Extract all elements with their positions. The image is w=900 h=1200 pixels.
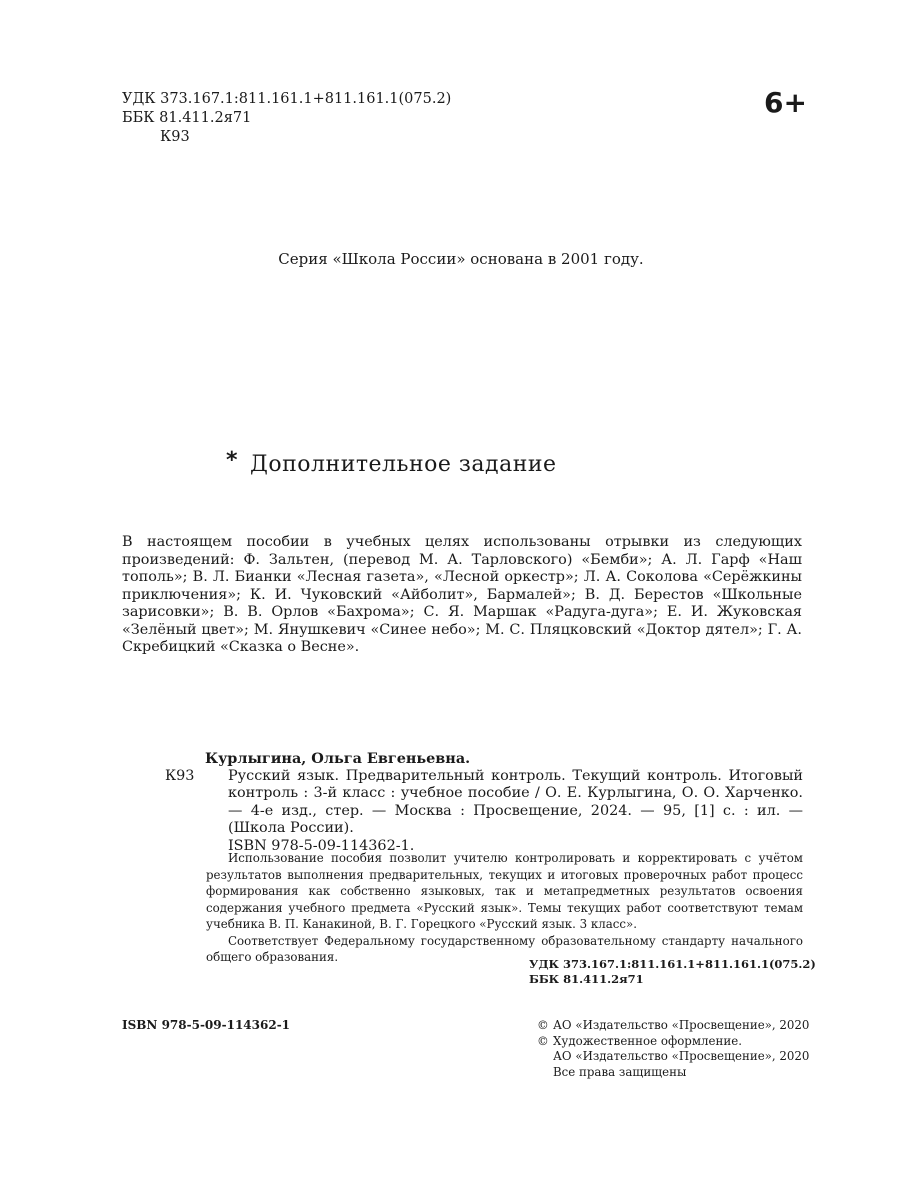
annotation [206, 850, 803, 966]
record-isbn: ISBN 978-5-09-114362-1. [228, 837, 415, 854]
bibliographic-record [165, 750, 803, 855]
annotation-paragraph-2: Соответствует Федеральному государственному образовательному стандарту начального общего образования. [206, 933, 803, 964]
record-description: Русский язык. Предварительный контроль. Текущий контроль. Итоговый контроль : 3-й класс : учебное пособие / О. Е. Курлыгина, О. О. Харченко. — 4-е изд., стер. — Москва : Просвещение, 2024. — 95, [1] с. : ил. — (Школа России). [228, 767, 803, 836]
copyright-icon: © [537, 1033, 549, 1048]
author-mark: К93 [160, 129, 190, 145]
copyright-line-4: Все права защищены [553, 1064, 687, 1079]
series-line: Серия «Школа России» основана в 2001 году. [278, 250, 644, 268]
copyright-line-2: Художественное оформление. [553, 1033, 742, 1048]
copyright-block [537, 1018, 809, 1080]
copyright-icon: © [537, 1018, 549, 1032]
sources-paragraph [122, 534, 802, 657]
classification-codes [529, 957, 816, 987]
record-code: К93 [165, 767, 195, 784]
copyright-line-3: АО «Издательство «Просвещение», 2020 [553, 1049, 810, 1063]
record-author: Курлыгина, Ольга Евгеньевна. [205, 750, 471, 767]
legend-extra-task [226, 448, 557, 477]
isbn-bottom: ISBN 978-5-09-114362-1 [122, 1018, 291, 1032]
asterisk-icon: * [226, 448, 239, 473]
legend-text: Дополнительное задание [250, 452, 557, 477]
record-row [165, 768, 803, 838]
sources-text: В настоящем пособии в учебных целях использованы отрывки из следующих произведений: Ф. Зальтен, (перевод М. А. Тарловского) «Бемби»; А. Л. Гарф «Наш тополь»; В. Л. Бианки «Лесная газета», «Лесной оркестр»; Л. А. Соколова «Серёжкины приключения»; К. И. Чуковский «Айболит», Бармалей»; В. Д. Берестов «Школьные зарисовки»; В. В. Орлов «Бахрома»; С. Я. Маршак «Радуга-дуга»; Е. И. Жуковская «Зелёный цвет»; М. Янушкевич «Синее небо»; М. С. Пляцковский «Доктор дятел»; Г. А. Скребицкий «Сказка о Весне». [122, 534, 802, 655]
age-rating: 6+ [764, 86, 807, 119]
annotation-paragraph-1: Использование пособия позволит учителю контролировать и корректировать с учётом результатов выполнения предварительных, текущих и итоговых проверочных работ процесс формирования как собственно языковых, так и метапредметных результатов освоения содержания учебного предмета «Русский язык». Темы текущих работ соответствуют темам учебника В. П. Канакиной, В. Г. Горецкого «Русский язык. 3 класс». [206, 851, 803, 931]
header-classification [122, 90, 451, 147]
udk-code: УДК 373.167.1:811.161.1+811.161.1(075.2) [122, 91, 452, 107]
udk-code-bottom: УДК 373.167.1:811.161.1+811.161.1(075.2) [529, 957, 816, 971]
bbk-code-bottom: ББК 81.411.2я71 [529, 972, 644, 986]
bbk-code: ББК 81.411.2я71 [122, 110, 252, 126]
copyright-line-1: АО «Издательство «Просвещение», 2020 [553, 1018, 810, 1032]
